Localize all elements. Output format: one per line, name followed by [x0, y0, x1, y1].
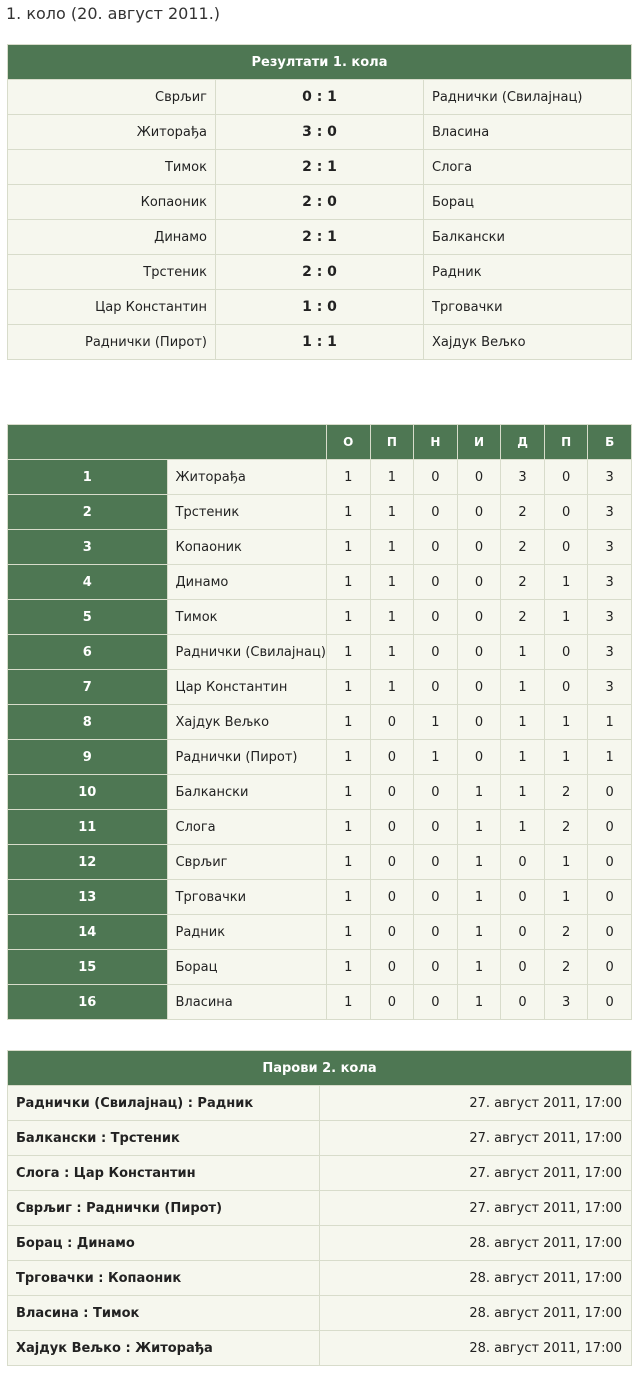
result-row	[8, 220, 632, 255]
position-cell: 10	[8, 775, 168, 810]
stat-cell: 0	[370, 950, 414, 985]
stat-cell: 3	[501, 460, 545, 495]
stat-cell: 1	[457, 845, 501, 880]
stat-cell: 1	[457, 880, 501, 915]
match-score: 2 : 1	[216, 220, 424, 255]
fixture-match: Хајдук Вељко : Житорађа	[8, 1331, 320, 1366]
team-cell: Трговачки	[167, 880, 327, 915]
fixture-row	[8, 1156, 632, 1191]
fixtures-table	[7, 1050, 632, 1366]
position-cell: 4	[8, 565, 168, 600]
fixture-row	[8, 1086, 632, 1121]
stat-cell: 0	[544, 460, 588, 495]
position-cell: 3	[8, 530, 168, 565]
standings-column-header: Н	[414, 425, 458, 460]
stat-cell: 0	[457, 635, 501, 670]
stat-cell: 3	[588, 600, 632, 635]
team-cell: Раднички (Пирот)	[167, 740, 327, 775]
team-cell: Цар Константин	[167, 670, 327, 705]
stat-cell: 1	[327, 635, 371, 670]
stat-cell: 0	[588, 775, 632, 810]
stat-cell: 0	[370, 845, 414, 880]
stat-cell: 1	[501, 705, 545, 740]
stat-cell: 0	[414, 495, 458, 530]
stat-cell: 0	[457, 565, 501, 600]
stat-cell: 2	[501, 565, 545, 600]
stat-cell: 2	[544, 775, 588, 810]
stat-cell: 1	[501, 635, 545, 670]
stat-cell: 0	[457, 600, 501, 635]
stat-cell: 1	[501, 810, 545, 845]
stat-cell: 1	[327, 565, 371, 600]
stat-cell: 1	[457, 775, 501, 810]
fixture-match: Власина : Тимок	[8, 1296, 320, 1331]
stat-cell: 1	[327, 705, 371, 740]
stat-cell: 0	[414, 530, 458, 565]
stat-cell: 3	[588, 635, 632, 670]
standings-header-blank	[8, 425, 327, 460]
standings-row	[8, 635, 632, 670]
fixture-row	[8, 1226, 632, 1261]
stat-cell: 1	[501, 740, 545, 775]
stat-cell: 0	[414, 950, 458, 985]
home-team: Копаоник	[8, 185, 216, 220]
stat-cell: 2	[501, 495, 545, 530]
stat-cell: 1	[544, 600, 588, 635]
result-row	[8, 255, 632, 290]
stat-cell: 0	[501, 845, 545, 880]
standings-column-header: П	[370, 425, 414, 460]
result-row	[8, 185, 632, 220]
team-cell: Балкански	[167, 775, 327, 810]
stat-cell: 0	[414, 880, 458, 915]
results-table	[7, 44, 632, 360]
stat-cell: 1	[370, 460, 414, 495]
stat-cell: 1	[327, 845, 371, 880]
team-cell: Раднички (Свилајнац)	[167, 635, 327, 670]
fixture-date: 28. август 2011, 17:00	[320, 1296, 632, 1331]
match-score: 1 : 1	[216, 325, 424, 360]
stat-cell: 0	[414, 565, 458, 600]
match-score: 2 : 0	[216, 255, 424, 290]
team-cell: Копаоник	[167, 530, 327, 565]
standings-table	[7, 424, 632, 1020]
team-cell: Сврљиг	[167, 845, 327, 880]
stat-cell: 1	[327, 530, 371, 565]
standings-column-header: Б	[588, 425, 632, 460]
home-team: Сврљиг	[8, 80, 216, 115]
stat-cell: 1	[501, 670, 545, 705]
result-row	[8, 115, 632, 150]
fixture-match: Балкански : Трстеник	[8, 1121, 320, 1156]
stat-cell: 1	[370, 495, 414, 530]
fixture-match: Раднички (Свилајнац) : Радник	[8, 1086, 320, 1121]
stat-cell: 0	[588, 845, 632, 880]
stat-cell: 0	[414, 985, 458, 1020]
home-team: Трстеник	[8, 255, 216, 290]
stat-cell: 0	[501, 985, 545, 1020]
stat-cell: 1	[544, 740, 588, 775]
home-team: Тимок	[8, 150, 216, 185]
results-header: Резултати 1. кола	[8, 45, 632, 80]
stat-cell: 1	[327, 495, 371, 530]
away-team: Балкански	[424, 220, 632, 255]
stat-cell: 0	[588, 880, 632, 915]
fixture-date: 27. август 2011, 17:00	[320, 1086, 632, 1121]
result-row	[8, 325, 632, 360]
standings-column-header: П	[544, 425, 588, 460]
standings-row	[8, 670, 632, 705]
stat-cell: 0	[588, 985, 632, 1020]
stat-cell: 0	[501, 915, 545, 950]
standings-row	[8, 460, 632, 495]
stat-cell: 1	[327, 600, 371, 635]
home-team: Цар Константин	[8, 290, 216, 325]
stat-cell: 1	[501, 775, 545, 810]
standings-row	[8, 950, 632, 985]
stat-cell: 1	[414, 705, 458, 740]
stat-cell: 0	[544, 530, 588, 565]
stat-cell: 0	[370, 985, 414, 1020]
position-cell: 1	[8, 460, 168, 495]
team-cell: Власина	[167, 985, 327, 1020]
match-score: 3 : 0	[216, 115, 424, 150]
stat-cell: 0	[501, 950, 545, 985]
match-score: 2 : 0	[216, 185, 424, 220]
stat-cell: 1	[327, 460, 371, 495]
stat-cell: 0	[457, 705, 501, 740]
stat-cell: 0	[414, 635, 458, 670]
stat-cell: 0	[370, 810, 414, 845]
result-row	[8, 290, 632, 325]
stat-cell: 1	[457, 950, 501, 985]
team-cell: Житорађа	[167, 460, 327, 495]
stat-cell: 0	[370, 880, 414, 915]
position-cell: 2	[8, 495, 168, 530]
stat-cell: 1	[370, 670, 414, 705]
team-cell: Хајдук Вељко	[167, 705, 327, 740]
fixture-row	[8, 1191, 632, 1226]
stat-cell: 0	[544, 670, 588, 705]
stat-cell: 0	[370, 915, 414, 950]
stat-cell: 0	[457, 460, 501, 495]
stat-cell: 1	[327, 950, 371, 985]
fixture-row	[8, 1296, 632, 1331]
stat-cell: 2	[544, 915, 588, 950]
position-cell: 14	[8, 915, 168, 950]
stat-cell: 0	[414, 845, 458, 880]
match-score: 2 : 1	[216, 150, 424, 185]
stat-cell: 1	[327, 810, 371, 845]
stat-cell: 0	[370, 740, 414, 775]
fixture-date: 28. август 2011, 17:00	[320, 1331, 632, 1366]
standings-row	[8, 530, 632, 565]
fixture-date: 27. август 2011, 17:00	[320, 1156, 632, 1191]
standings-row	[8, 705, 632, 740]
stat-cell: 0	[414, 775, 458, 810]
stat-cell: 0	[501, 880, 545, 915]
stat-cell: 1	[457, 915, 501, 950]
home-team: Житорађа	[8, 115, 216, 150]
fixture-match: Слога : Цар Константин	[8, 1156, 320, 1191]
stat-cell: 1	[414, 740, 458, 775]
stat-cell: 1	[327, 915, 371, 950]
stat-cell: 0	[414, 460, 458, 495]
team-cell: Слога	[167, 810, 327, 845]
fixture-match: Борац : Динамо	[8, 1226, 320, 1261]
stat-cell: 3	[588, 495, 632, 530]
stat-cell: 1	[327, 985, 371, 1020]
stat-cell: 0	[457, 530, 501, 565]
stat-cell: 2	[544, 950, 588, 985]
position-cell: 12	[8, 845, 168, 880]
away-team: Раднички (Свилајнац)	[424, 80, 632, 115]
stat-cell: 3	[588, 460, 632, 495]
stat-cell: 2	[501, 530, 545, 565]
standings-row	[8, 565, 632, 600]
standings-row	[8, 985, 632, 1020]
stat-cell: 1	[457, 985, 501, 1020]
stat-cell: 1	[544, 880, 588, 915]
stat-cell: 1	[544, 845, 588, 880]
standings-row	[8, 740, 632, 775]
stat-cell: 1	[588, 705, 632, 740]
stat-cell: 0	[414, 915, 458, 950]
position-cell: 13	[8, 880, 168, 915]
standings-row	[8, 775, 632, 810]
stat-cell: 1	[544, 705, 588, 740]
stat-cell: 0	[370, 705, 414, 740]
stat-cell: 0	[544, 495, 588, 530]
stat-cell: 0	[457, 740, 501, 775]
fixture-row	[8, 1261, 632, 1296]
team-cell: Борац	[167, 950, 327, 985]
away-team: Борац	[424, 185, 632, 220]
stat-cell: 0	[588, 915, 632, 950]
fixture-date: 27. август 2011, 17:00	[320, 1121, 632, 1156]
team-cell: Тимок	[167, 600, 327, 635]
fixture-row	[8, 1331, 632, 1366]
standings-column-header: О	[327, 425, 371, 460]
stat-cell: 3	[544, 985, 588, 1020]
away-team: Трговачки	[424, 290, 632, 325]
stat-cell: 1	[327, 880, 371, 915]
stat-cell: 3	[588, 565, 632, 600]
stat-cell: 1	[370, 600, 414, 635]
result-row	[8, 80, 632, 115]
stat-cell: 0	[544, 635, 588, 670]
fixture-date: 27. август 2011, 17:00	[320, 1191, 632, 1226]
standings-row	[8, 810, 632, 845]
stat-cell: 0	[588, 810, 632, 845]
stat-cell: 0	[457, 495, 501, 530]
stat-cell: 1	[327, 740, 371, 775]
team-cell: Радник	[167, 915, 327, 950]
away-team: Слога	[424, 150, 632, 185]
team-cell: Трстеник	[167, 495, 327, 530]
position-cell: 9	[8, 740, 168, 775]
stat-cell: 1	[327, 775, 371, 810]
fixtures-header: Парови 2. кола	[8, 1051, 632, 1086]
team-cell: Динамо	[167, 565, 327, 600]
position-cell: 5	[8, 600, 168, 635]
away-team: Радник	[424, 255, 632, 290]
stat-cell: 1	[370, 530, 414, 565]
standings-column-header: И	[457, 425, 501, 460]
position-cell: 8	[8, 705, 168, 740]
stat-cell: 0	[414, 670, 458, 705]
position-cell: 7	[8, 670, 168, 705]
result-row	[8, 150, 632, 185]
standings-row	[8, 845, 632, 880]
away-team: Власина	[424, 115, 632, 150]
stat-cell: 2	[501, 600, 545, 635]
stat-cell: 0	[457, 670, 501, 705]
standings-row	[8, 600, 632, 635]
home-team: Динамо	[8, 220, 216, 255]
fixture-date: 28. август 2011, 17:00	[320, 1261, 632, 1296]
standings-column-header: Д	[501, 425, 545, 460]
stat-cell: 0	[414, 810, 458, 845]
match-score: 1 : 0	[216, 290, 424, 325]
standings-row	[8, 880, 632, 915]
position-cell: 6	[8, 635, 168, 670]
stat-cell: 1	[370, 635, 414, 670]
position-cell: 11	[8, 810, 168, 845]
fixture-match: Трговачки : Копаоник	[8, 1261, 320, 1296]
match-score: 0 : 1	[216, 80, 424, 115]
fixture-date: 28. август 2011, 17:00	[320, 1226, 632, 1261]
stat-cell: 3	[588, 670, 632, 705]
stat-cell: 3	[588, 530, 632, 565]
home-team: Раднички (Пирот)	[8, 325, 216, 360]
stat-cell: 0	[414, 600, 458, 635]
stat-cell: 1	[370, 565, 414, 600]
stat-cell: 2	[544, 810, 588, 845]
position-cell: 15	[8, 950, 168, 985]
page-title: 1. коло (20. август 2011.)	[6, 4, 221, 23]
standings-row	[8, 495, 632, 530]
stat-cell: 0	[588, 950, 632, 985]
fixture-row	[8, 1121, 632, 1156]
stat-cell: 1	[588, 740, 632, 775]
stat-cell: 1	[457, 810, 501, 845]
stat-cell: 0	[370, 775, 414, 810]
position-cell: 16	[8, 985, 168, 1020]
stat-cell: 1	[327, 670, 371, 705]
stat-cell: 1	[544, 565, 588, 600]
away-team: Хајдук Вељко	[424, 325, 632, 360]
standings-row	[8, 915, 632, 950]
fixture-match: Сврљиг : Раднички (Пирот)	[8, 1191, 320, 1226]
